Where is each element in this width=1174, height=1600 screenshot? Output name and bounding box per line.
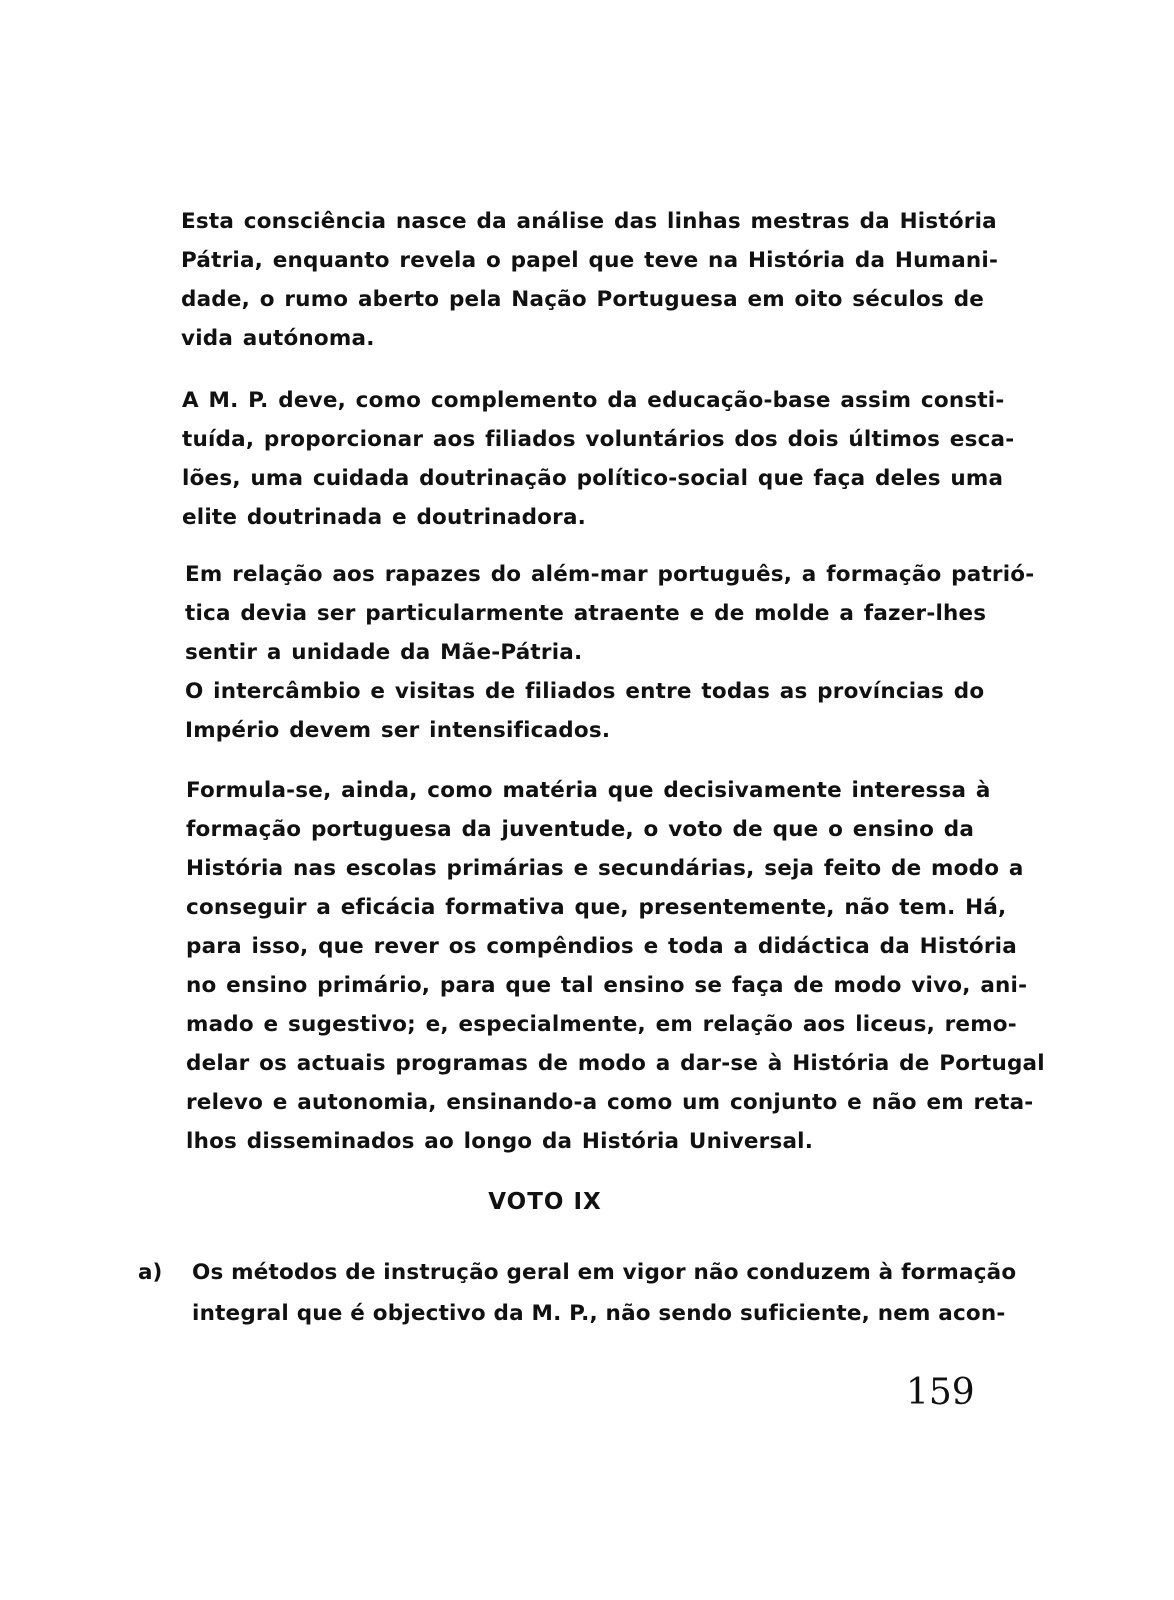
paragraph-line: Pátria, enquanto revela o papel que teve na História da Humani- xyxy=(181,248,999,273)
list-item-marker: a) xyxy=(138,1260,163,1285)
list-item-line: Os métodos de instrução geral em vigor não conduzem à formação xyxy=(192,1260,1017,1285)
paragraph-3 xyxy=(185,555,1035,750)
paragraph-line: vida autónoma. xyxy=(181,326,375,351)
list-item-line: integral que é objectivo da M. P., não sendo suficiente, nem acon- xyxy=(192,1301,1006,1326)
paragraph-1 xyxy=(181,202,999,358)
paragraph-line: lões, uma cuidada doutrinação político-social que faça deles uma xyxy=(182,466,1004,491)
page-number: 159 xyxy=(906,1372,975,1413)
paragraph-line: A M. P. deve, como complemento da educação-base assim consti- xyxy=(182,388,1005,413)
paragraph-line: Império devem ser intensificados. xyxy=(185,718,611,743)
paragraph-line: mado e sugestivo; e, especialmente, em relação aos liceus, remo- xyxy=(186,1012,1017,1037)
paragraph-line: para isso, que rever os compêndios e toda a didáctica da História xyxy=(186,934,1017,959)
paragraph-line: conseguir a eficácia formativa que, presentemente, não tem. Há, xyxy=(186,895,1007,920)
paragraph-line: no ensino primário, para que tal ensino se faça de modo vivo, ani- xyxy=(186,973,1028,998)
section-heading: VOTO IX xyxy=(488,1189,602,1215)
paragraph-line: tica devia ser particularmente atraente e de molde a fazer-lhes xyxy=(185,601,987,626)
paragraph-line: Formula-se, ainda, como matéria que decisivamente interessa à xyxy=(186,778,991,803)
list-item-text xyxy=(192,1252,1017,1334)
paragraph-line: lhos disseminados ao longo da História Universal. xyxy=(186,1129,814,1154)
paragraph-line: sentir a unidade da Mãe-Pátria. xyxy=(185,640,583,665)
paragraph-4 xyxy=(186,771,1045,1161)
paragraph-2 xyxy=(182,381,1015,537)
paragraph-line: tuída, proporcionar aos filiados voluntários dos dois últimos esca- xyxy=(182,427,1015,452)
paragraph-line: dade, o rumo aberto pela Nação Portuguesa em oito séculos de xyxy=(181,287,985,312)
paragraph-line: História nas escolas primárias e secundárias, seja feito de modo a xyxy=(186,856,1024,881)
paragraph-line: elite doutrinada e doutrinadora. xyxy=(182,505,587,530)
paragraph-line: O intercâmbio e visitas de filiados entre todas as províncias do xyxy=(185,679,985,704)
paragraph-line: delar os actuais programas de modo a dar-se à História de Portugal xyxy=(186,1051,1045,1076)
paragraph-line: formação portuguesa da juventude, o voto de que o ensino da xyxy=(186,817,975,842)
paragraph-line: Esta consciência nasce da análise das linhas mestras da História xyxy=(181,209,997,234)
paragraph-line: relevo e autonomia, ensinando-a como um conjunto e não em reta- xyxy=(186,1090,1034,1115)
paragraph-line: Em relação aos rapazes do além-mar português, a formação patrió- xyxy=(185,562,1035,587)
